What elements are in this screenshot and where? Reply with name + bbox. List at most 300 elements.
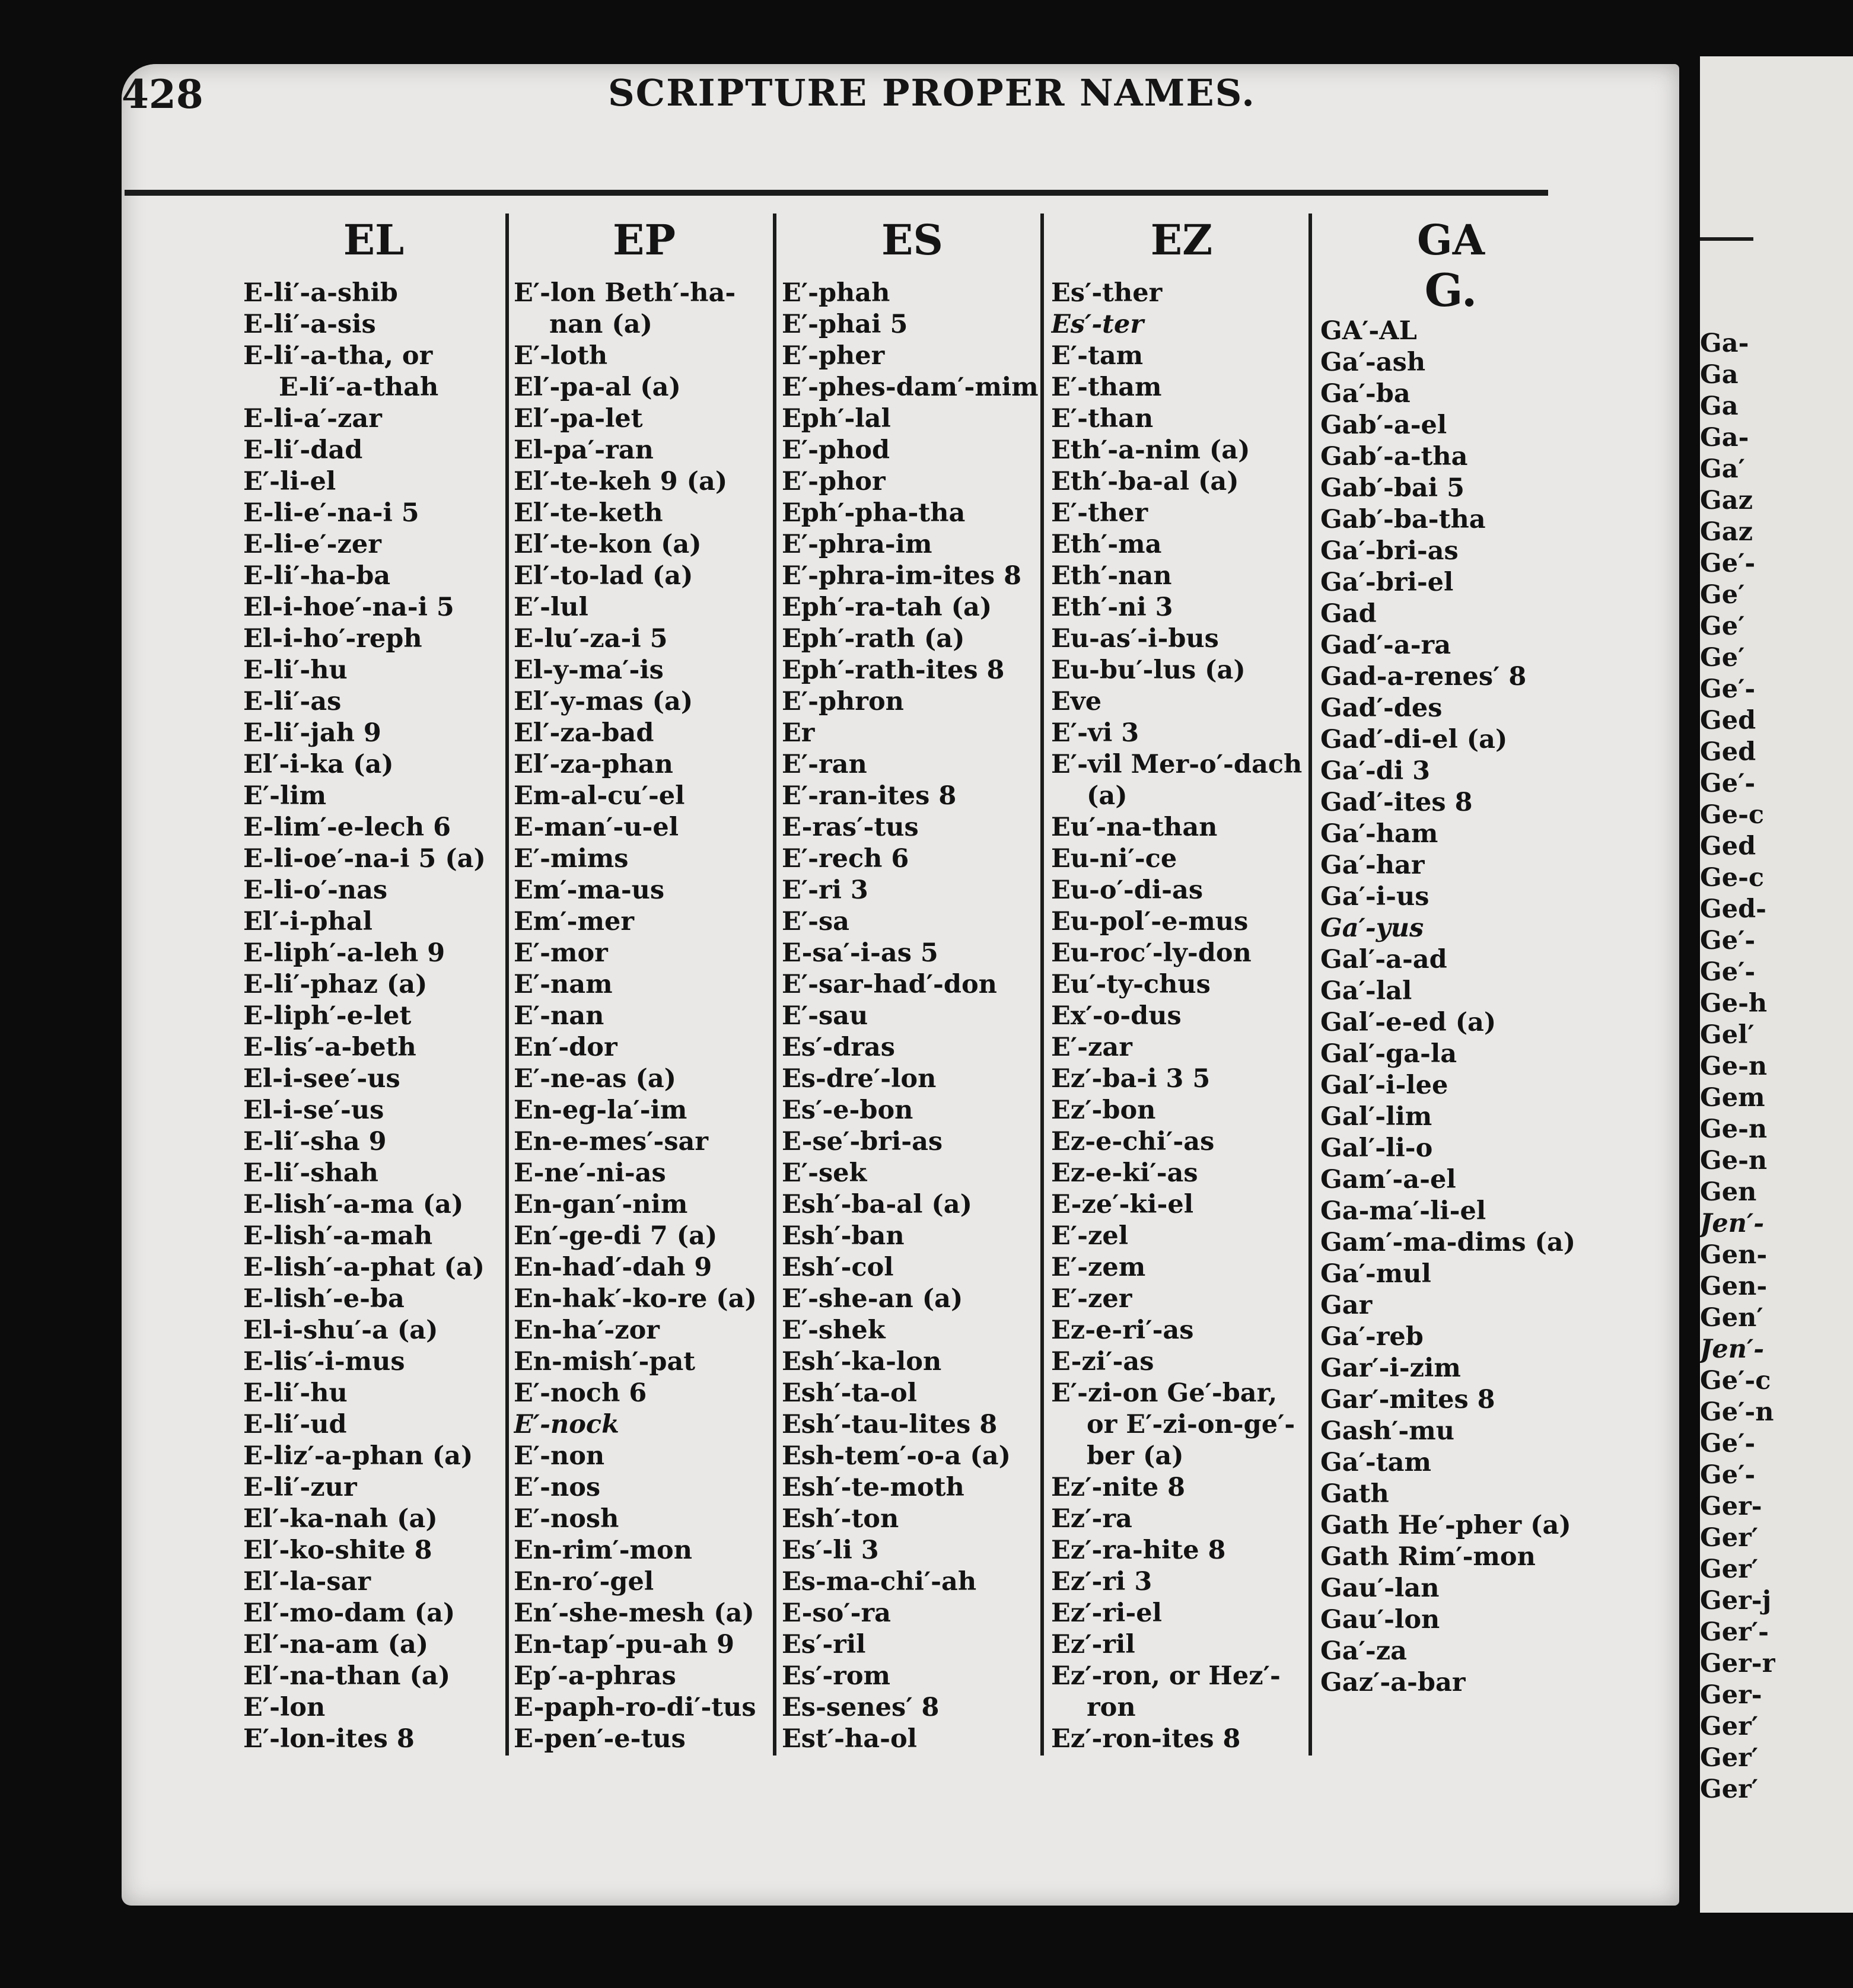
name-entry: E′-phod xyxy=(782,435,890,465)
name-entry: Ga′-bri-as xyxy=(1320,536,1459,566)
name-entry: Eu-as′-i-bus xyxy=(1051,624,1219,654)
name-entry: En′-dor xyxy=(514,1033,617,1062)
name-entry: ron xyxy=(1087,1693,1136,1722)
name-entry: ber (a) xyxy=(1087,1441,1184,1471)
name-entry: Esh′-ka-lon xyxy=(782,1347,942,1377)
name-entry: E-so′-ra xyxy=(782,1598,892,1628)
name-entry: E′-ri 3 xyxy=(782,875,868,905)
name-entry: Em-al-cu′-el xyxy=(514,781,685,811)
name-entry: Gath Rim′-mon xyxy=(1320,1542,1536,1572)
name-entry: E′-lon xyxy=(243,1693,326,1722)
name-entry: E′-she-an (a) xyxy=(782,1284,963,1314)
name-entry: E-ze′-ki-el xyxy=(1051,1190,1194,1219)
name-entry: El′-la-sar xyxy=(243,1567,371,1597)
name-entry: E-liz′-a-phan (a) xyxy=(243,1441,473,1471)
name-entry: E-sa′-i-as 5 xyxy=(782,938,938,968)
name-entry: E-lish′-a-mah xyxy=(243,1221,433,1251)
name-entry: Em′-ma-us xyxy=(514,875,665,905)
name-entry: Es-senes′ 8 xyxy=(782,1693,940,1722)
name-entry: Ga′-za xyxy=(1320,1636,1408,1666)
name-entry: Ga′-ash xyxy=(1320,348,1426,377)
entry-list xyxy=(243,278,504,1755)
name-entry: E′-rech 6 xyxy=(782,844,909,874)
name-entry: E′-zi-on Ge′-bar, xyxy=(1051,1378,1278,1408)
name-entry: Gam′-ma-dims (a) xyxy=(1320,1228,1576,1257)
name-entry: El′-za-phan xyxy=(514,750,673,779)
name-entry: E′-nan xyxy=(514,1001,604,1031)
name-entry: Est′-ha-ol xyxy=(782,1724,918,1754)
name-entry: E′-sa xyxy=(782,907,850,936)
name-entry: E′-noch 6 xyxy=(514,1378,647,1408)
name-entry: E-li′-ud xyxy=(243,1410,347,1439)
name-entry: Gen- xyxy=(1700,1272,1768,1301)
name-entry: En-eg-la′-im xyxy=(514,1095,687,1125)
name-entry: Gab′-ba-tha xyxy=(1320,505,1486,534)
column-ga xyxy=(1320,214,1581,1767)
name-entry: El′-za-bad xyxy=(514,718,654,748)
name-entry: E′-phron xyxy=(782,687,904,716)
name-entry: Ge′- xyxy=(1700,957,1756,987)
name-entry: E-li′-zur xyxy=(243,1473,357,1502)
name-entry: Gath xyxy=(1320,1479,1389,1509)
name-entry: E′-nos xyxy=(514,1473,601,1502)
name-entry: Ger′ xyxy=(1700,1712,1759,1741)
name-entry: Ge-c xyxy=(1700,800,1765,830)
name-entry: El′-pa-al (a) xyxy=(514,372,681,402)
name-entry: Esh′-ton xyxy=(782,1504,899,1534)
name-entry: El-i-se′-us xyxy=(243,1095,384,1125)
name-entry: E-li′-dad xyxy=(243,435,363,465)
name-entry: E′-lim xyxy=(243,781,327,811)
name-entry: Ez′-ron, or Hez′- xyxy=(1051,1661,1281,1691)
name-entry: E′-zem xyxy=(1051,1253,1146,1282)
name-entry: El′-y-mas (a) xyxy=(514,687,693,716)
name-entry: Gen xyxy=(1700,1177,1757,1207)
name-entry: E′-phah xyxy=(782,278,890,308)
name-entry: E-pen′-e-tus xyxy=(514,1724,686,1754)
name-entry: E-liph′-a-leh 9 xyxy=(243,938,445,968)
name-entry: Ga xyxy=(1700,391,1739,421)
name-entry: Es′-ter xyxy=(1051,310,1144,339)
name-entry: El′-te-keh 9 (a) xyxy=(514,467,728,496)
name-entry: Eph′-lal xyxy=(782,404,891,434)
name-entry: E-lis′-i-mus xyxy=(243,1347,405,1377)
adjacent-page-rule xyxy=(1700,237,1753,241)
name-entry: Ged xyxy=(1700,831,1756,861)
name-entry: Ez-e-chi′-as xyxy=(1051,1127,1215,1157)
name-entry: Ge′ xyxy=(1700,580,1745,610)
name-entry: (a) xyxy=(1087,781,1128,811)
name-entry: Ge-h xyxy=(1700,989,1768,1018)
name-entry: Gad′-ites 8 xyxy=(1320,788,1473,817)
name-entry: Ger-j xyxy=(1700,1586,1772,1616)
name-entry: En-ha′-zor xyxy=(514,1315,660,1345)
name-entry: Ga′-reb xyxy=(1320,1322,1424,1352)
name-entry: E′-phai 5 xyxy=(782,310,908,339)
name-entry: E-lish′-a-phat (a) xyxy=(243,1253,485,1282)
name-entry: Ge′- xyxy=(1700,926,1756,955)
name-entry: Eu-ni′-ce xyxy=(1051,844,1177,874)
name-entry: Es′-dras xyxy=(782,1033,895,1062)
name-entry: Ge′ xyxy=(1700,643,1745,673)
name-entry: E-paph-ro-di′-tus xyxy=(514,1693,756,1722)
name-entry: nan (a) xyxy=(549,310,652,339)
name-entry: Ez′-ron-ites 8 xyxy=(1051,1724,1241,1754)
name-entry: El′-ko-shite 8 xyxy=(243,1535,432,1565)
name-entry: Ge′- xyxy=(1700,1460,1756,1490)
name-entry: E′-lon Beth′-ha- xyxy=(514,278,736,308)
name-entry: El′-i-ka (a) xyxy=(243,750,394,779)
name-entry: Ger′- xyxy=(1700,1617,1769,1647)
name-entry: E-lish′-e-ba xyxy=(243,1284,405,1314)
name-entry: En-mish′-pat xyxy=(514,1347,696,1377)
name-entry: Ez′-ri-el xyxy=(1051,1598,1162,1628)
column-heading: EZ xyxy=(1150,215,1213,265)
name-entry: Gal′-e-ed (a) xyxy=(1320,1008,1497,1037)
name-entry: Ez-e-ri′-as xyxy=(1051,1315,1194,1345)
name-entry: Gad′-di-el (a) xyxy=(1320,725,1508,754)
name-entry: Ga′-lal xyxy=(1320,976,1412,1006)
name-entry: Ga′-mul xyxy=(1320,1259,1431,1289)
name-entry: Ez′-ril xyxy=(1051,1630,1135,1659)
name-entry: Gar xyxy=(1320,1291,1373,1320)
name-entry: El′-te-kon (a) xyxy=(514,530,702,559)
name-entry: Jen′- xyxy=(1700,1334,1765,1364)
name-entry: E-li′-hu xyxy=(243,1378,348,1408)
name-entry: E′-nam xyxy=(514,970,613,999)
name-entry: Ez′-ba-i 3 5 xyxy=(1051,1064,1211,1094)
name-entry: El-i-hoe′-na-i 5 xyxy=(243,592,454,622)
name-entry: En-e-mes′-sar xyxy=(514,1127,709,1157)
name-entry: Gau′-lan xyxy=(1320,1573,1440,1603)
name-entry: E′-phor xyxy=(782,467,886,496)
name-entry: Esh′-ta-ol xyxy=(782,1378,918,1408)
name-entry: Eu′-na-than xyxy=(1051,813,1218,842)
name-entry: Gal′-a-ad xyxy=(1320,945,1447,974)
name-entry: E′-sau xyxy=(782,1001,868,1031)
name-entry: E′-ther xyxy=(1051,498,1148,528)
name-entry: E′-nosh xyxy=(514,1504,619,1534)
column-heading: EP xyxy=(613,215,676,265)
name-entry: Eth′-a-nim (a) xyxy=(1051,435,1250,465)
name-entry: Esh′-te-moth xyxy=(782,1473,964,1502)
name-entry: Gem xyxy=(1700,1083,1765,1113)
name-entry: Eve xyxy=(1051,687,1102,716)
name-entry: El-i-shu′-a (a) xyxy=(243,1315,438,1345)
name-entry: E′-mims xyxy=(514,844,629,874)
name-entry: E′-zer xyxy=(1051,1284,1132,1314)
name-entry: E-lu′-za-i 5 xyxy=(514,624,668,654)
adjacent-page-entry-list xyxy=(1700,328,1775,1805)
name-entry: El-i-see′-us xyxy=(243,1064,400,1094)
name-entry: Gad xyxy=(1320,599,1377,629)
name-entry: Eu-o′-di-as xyxy=(1051,875,1204,905)
name-entry: Ge′- xyxy=(1700,769,1756,798)
name-entry: Ez′-ra-hite 8 xyxy=(1051,1535,1226,1565)
name-entry: Gaz′-a-bar xyxy=(1320,1668,1466,1697)
name-entry: E-li′-as xyxy=(243,687,342,716)
name-entry: Ga′ xyxy=(1700,454,1745,484)
column-heading: GA xyxy=(1416,215,1485,265)
name-entry: Ga′-i-us xyxy=(1320,882,1429,912)
name-entry: Gal′-li-o xyxy=(1320,1133,1433,1163)
name-entry: El′-ka-nah (a) xyxy=(243,1504,438,1534)
name-entry: E-ne′-ni-as xyxy=(514,1158,666,1188)
name-entry: Ge′- xyxy=(1700,1429,1756,1458)
name-entry: E′-mor xyxy=(514,938,608,968)
name-entry: Gab′-a-tha xyxy=(1320,442,1468,471)
name-entry: E-se′-bri-as xyxy=(782,1127,943,1157)
name-entry: Gaz xyxy=(1700,486,1753,515)
name-entry: Gaz xyxy=(1700,517,1753,547)
name-entry: Ga′-tam xyxy=(1320,1448,1431,1477)
name-entry: En′-she-mesh (a) xyxy=(514,1598,754,1628)
name-entry: E-li′-shah xyxy=(243,1158,378,1188)
name-entry: E′-lon-ites 8 xyxy=(243,1724,415,1754)
name-entry: En′-ge-di 7 (a) xyxy=(514,1221,718,1251)
name-entry: E′-lul xyxy=(514,592,588,622)
column-ep xyxy=(514,214,775,1767)
name-entry: E-li-e′-na-i 5 xyxy=(243,498,419,528)
name-entry: Jen′- xyxy=(1700,1209,1765,1238)
name-entry: E-man′-u-el xyxy=(514,813,679,842)
name-entry: E′-tham xyxy=(1051,372,1162,402)
name-entry: E′-loth xyxy=(514,341,608,371)
name-entry: E-li′-a-sis xyxy=(243,310,376,339)
name-entry: Gad-a-renes′ 8 xyxy=(1320,662,1527,692)
name-entry: Ga- xyxy=(1700,329,1749,358)
name-entry: Ep′-a-phras xyxy=(514,1661,676,1691)
name-entry: Es′-ther xyxy=(1051,278,1163,308)
name-entry: Ger- xyxy=(1700,1492,1762,1521)
name-entry: Ga′-bri-el xyxy=(1320,568,1454,597)
name-entry: Esh-tem′-o-a (a) xyxy=(782,1441,1011,1471)
name-entry: E-liph′-e-let xyxy=(243,1001,412,1031)
name-entry: Gab′-bai 5 xyxy=(1320,473,1464,503)
name-entry: Eth′-ba-al (a) xyxy=(1051,467,1239,496)
name-entry: E′-li-el xyxy=(243,467,336,496)
entry-list xyxy=(1051,278,1312,1755)
name-entry: E′-phra-im-ites 8 xyxy=(782,561,1021,591)
name-entry: Eu′-ty-chus xyxy=(1051,970,1211,999)
name-entry: Gal′-ga-la xyxy=(1320,1039,1457,1069)
name-entry: En-tap′-pu-ah 9 xyxy=(514,1630,735,1659)
name-entry: Eph′-ra-tah (a) xyxy=(782,592,992,622)
name-entry: E′-tam xyxy=(1051,341,1144,371)
name-entry: Es′-e-bon xyxy=(782,1095,913,1125)
name-entry: E′-shek xyxy=(782,1315,886,1345)
column-divider xyxy=(505,214,509,1756)
name-entry: Ger-r xyxy=(1700,1649,1776,1678)
header-rule xyxy=(125,190,1548,196)
name-entry: Gen- xyxy=(1700,1240,1768,1270)
name-entry: E′-vi 3 xyxy=(1051,718,1139,748)
name-entry: Ge-c xyxy=(1700,863,1765,893)
name-entry: Ger′ xyxy=(1700,1743,1759,1773)
name-entry: El′-i-phal xyxy=(243,907,373,936)
name-entry: Em′-mer xyxy=(514,907,634,936)
name-entry: Gath He′-pher (a) xyxy=(1320,1511,1571,1540)
name-entry: Esh′-ban xyxy=(782,1221,905,1251)
entry-list xyxy=(782,278,1043,1755)
name-entry: E′-vil Mer-o′-dach xyxy=(1051,750,1303,779)
name-entry: E-lish′-a-ma (a) xyxy=(243,1190,464,1219)
name-entry: Es′-li 3 xyxy=(782,1535,879,1565)
name-entry: Ga-ma′-li-el xyxy=(1320,1196,1486,1226)
name-entry: E′-ne-as (a) xyxy=(514,1064,677,1094)
name-entry: Ge′-n xyxy=(1700,1397,1774,1427)
name-entry: Es-dre′-lon xyxy=(782,1064,937,1094)
name-entry: Er xyxy=(782,718,815,748)
name-entry: El′-to-lad (a) xyxy=(514,561,693,591)
name-entry: Es′-rom xyxy=(782,1661,891,1691)
name-entry: En-ro′-gel xyxy=(514,1567,654,1597)
name-entry: Gash′-mu xyxy=(1320,1416,1455,1446)
name-entry: Ga′-yus xyxy=(1320,913,1424,943)
name-entry: Ged xyxy=(1700,737,1756,767)
name-entry: Ga′-har xyxy=(1320,850,1425,880)
column-divider xyxy=(1040,214,1044,1756)
name-entry: E′-pher xyxy=(782,341,885,371)
name-entry: E-li-e′-zer xyxy=(243,530,381,559)
name-entry: E′-than xyxy=(1051,404,1154,434)
name-entry: Eth′-ma xyxy=(1051,530,1162,559)
name-entry: Ez′-nite 8 xyxy=(1051,1473,1186,1502)
name-entry: Gen′ xyxy=(1700,1303,1763,1333)
column-heading: EL xyxy=(343,215,405,265)
name-entry: Gal′-i-lee xyxy=(1320,1071,1448,1100)
name-entry: E′-zel xyxy=(1051,1221,1129,1251)
name-entry: Eu-roc′-ly-don xyxy=(1051,938,1252,968)
name-entry: Gar′-i-zim xyxy=(1320,1353,1461,1383)
name-entry: E′-sek xyxy=(782,1158,867,1188)
name-entry: E-zi′-as xyxy=(1051,1347,1154,1377)
name-entry: Ger′ xyxy=(1700,1774,1759,1804)
name-entry: E-li-a′-zar xyxy=(243,404,382,434)
name-entry: El′-na-than (a) xyxy=(243,1661,451,1691)
name-entry: E′-phes-dam′-mim xyxy=(782,372,1039,402)
name-entry: E-li′-sha 9 xyxy=(243,1127,387,1157)
name-entry: E-li′-hu xyxy=(243,655,348,685)
name-entry: El-i-ho′-reph xyxy=(243,624,422,654)
name-entry: En-hak′-ko-re (a) xyxy=(514,1284,757,1314)
name-entry: Ga′-di 3 xyxy=(1320,756,1431,786)
name-entry: E-li′-ha-ba xyxy=(243,561,391,591)
name-entry: Ga- xyxy=(1700,423,1749,453)
name-entry: Gel′ xyxy=(1700,1020,1755,1050)
column-es xyxy=(782,214,1043,1767)
name-entry: E-lim′-e-lech 6 xyxy=(243,813,451,842)
page-number: 428 xyxy=(122,71,203,117)
name-entry: Ex′-o-dus xyxy=(1051,1001,1182,1031)
name-entry: Esh′-ba-al (a) xyxy=(782,1190,972,1219)
column-el xyxy=(243,214,504,1767)
name-entry: Ge′-c xyxy=(1700,1366,1771,1396)
name-entry: Eth′-nan xyxy=(1051,561,1172,591)
column-heading: ES xyxy=(881,215,943,265)
entry-list xyxy=(1320,316,1581,1699)
name-entry: E′-zar xyxy=(1051,1033,1132,1062)
name-entry: E′-non xyxy=(514,1441,605,1471)
name-entry: E-li′-phaz (a) xyxy=(243,970,428,999)
name-entry: Ged xyxy=(1700,706,1756,735)
name-entry: Ge′- xyxy=(1700,549,1756,578)
name-entry: Ga′-ham xyxy=(1320,819,1438,849)
name-entry: El′-pa-let xyxy=(514,404,643,434)
name-entry: Eph′-pha-tha xyxy=(782,498,966,528)
name-entry: Eu-pol′-e-mus xyxy=(1051,907,1249,936)
name-entry: El′-na-am (a) xyxy=(243,1630,429,1659)
column-divider xyxy=(1308,214,1312,1756)
name-entry: Ge-n xyxy=(1700,1052,1768,1081)
name-entry: Ez′-bon xyxy=(1051,1095,1156,1125)
name-entry: Ez′-ri 3 xyxy=(1051,1567,1152,1597)
name-entry: Gal′-lim xyxy=(1320,1102,1432,1132)
name-entry: Ger′ xyxy=(1700,1523,1759,1553)
name-entry: En-gan′-nim xyxy=(514,1190,688,1219)
name-entry: Gar′-mites 8 xyxy=(1320,1385,1495,1414)
name-entry: Eph′-rath (a) xyxy=(782,624,965,654)
name-entry: Ga′-ba xyxy=(1320,379,1411,409)
name-entry: E-li′-a-thah xyxy=(279,372,439,402)
letter-section-heading: G. xyxy=(1424,264,1478,317)
name-entry: Ez-e-ki′-as xyxy=(1051,1158,1198,1188)
name-entry: Ged- xyxy=(1700,894,1766,924)
name-entry: El-y-ma′-is xyxy=(514,655,664,685)
name-entry: Ez′-ra xyxy=(1051,1504,1132,1534)
name-entry: E′-phra-im xyxy=(782,530,932,559)
name-entry: Gab′-a-el xyxy=(1320,410,1447,440)
entry-list xyxy=(514,278,775,1755)
name-entry: En-had′-dah 9 xyxy=(514,1253,712,1282)
name-entry: Ge′ xyxy=(1700,611,1745,641)
name-entry: GA′-AL xyxy=(1320,316,1417,346)
name-entry: Ger′ xyxy=(1700,1554,1759,1584)
name-entry: E′-ran-ites 8 xyxy=(782,781,957,811)
name-entry: Ge-n xyxy=(1700,1146,1768,1175)
adjacent-page-column xyxy=(1700,317,1775,1805)
name-entry: E-li-o′-nas xyxy=(243,875,388,905)
name-entry: Gau′-lon xyxy=(1320,1605,1440,1635)
name-entry: Ger- xyxy=(1700,1680,1762,1710)
name-entry: Eu-bu′-lus (a) xyxy=(1051,655,1246,685)
name-entry: Gam′-a-el xyxy=(1320,1165,1456,1194)
name-entry: Gad′-a-ra xyxy=(1320,630,1451,660)
name-entry: E-lis′-a-beth xyxy=(243,1033,416,1062)
column-ez xyxy=(1051,214,1312,1767)
name-entry: E-li′-jah 9 xyxy=(243,718,381,748)
name-entry: Es′-ril xyxy=(782,1630,866,1659)
name-entry: El′-te-keth xyxy=(514,498,663,528)
name-entry: El′-mo-dam (a) xyxy=(243,1598,456,1628)
name-entry: E′-nock xyxy=(514,1410,619,1439)
name-entry: Eph′-rath-ites 8 xyxy=(782,655,1005,685)
name-entry: or E′-zi-on-ge′- xyxy=(1087,1410,1295,1439)
name-entry: Eth′-ni 3 xyxy=(1051,592,1173,622)
name-entry: Ge-n xyxy=(1700,1114,1768,1144)
name-entry: E-li′-a-shib xyxy=(243,278,398,308)
name-entry: E′-ran xyxy=(782,750,867,779)
name-entry: Esh′-tau-lites 8 xyxy=(782,1410,998,1439)
name-entry: E′-sar-had′-don xyxy=(782,970,997,999)
name-entry: E-li′-a-tha, or xyxy=(243,341,433,371)
name-entry: En-rim′-mon xyxy=(514,1535,692,1565)
name-entry: El-pa′-ran xyxy=(514,435,654,465)
name-entry: Ga xyxy=(1700,360,1739,390)
running-title: SCRIPTURE PROPER NAMES. xyxy=(608,71,1256,114)
name-entry: E-li-oe′-na-i 5 (a) xyxy=(243,844,486,874)
name-entry: Esh′-col xyxy=(782,1253,894,1282)
